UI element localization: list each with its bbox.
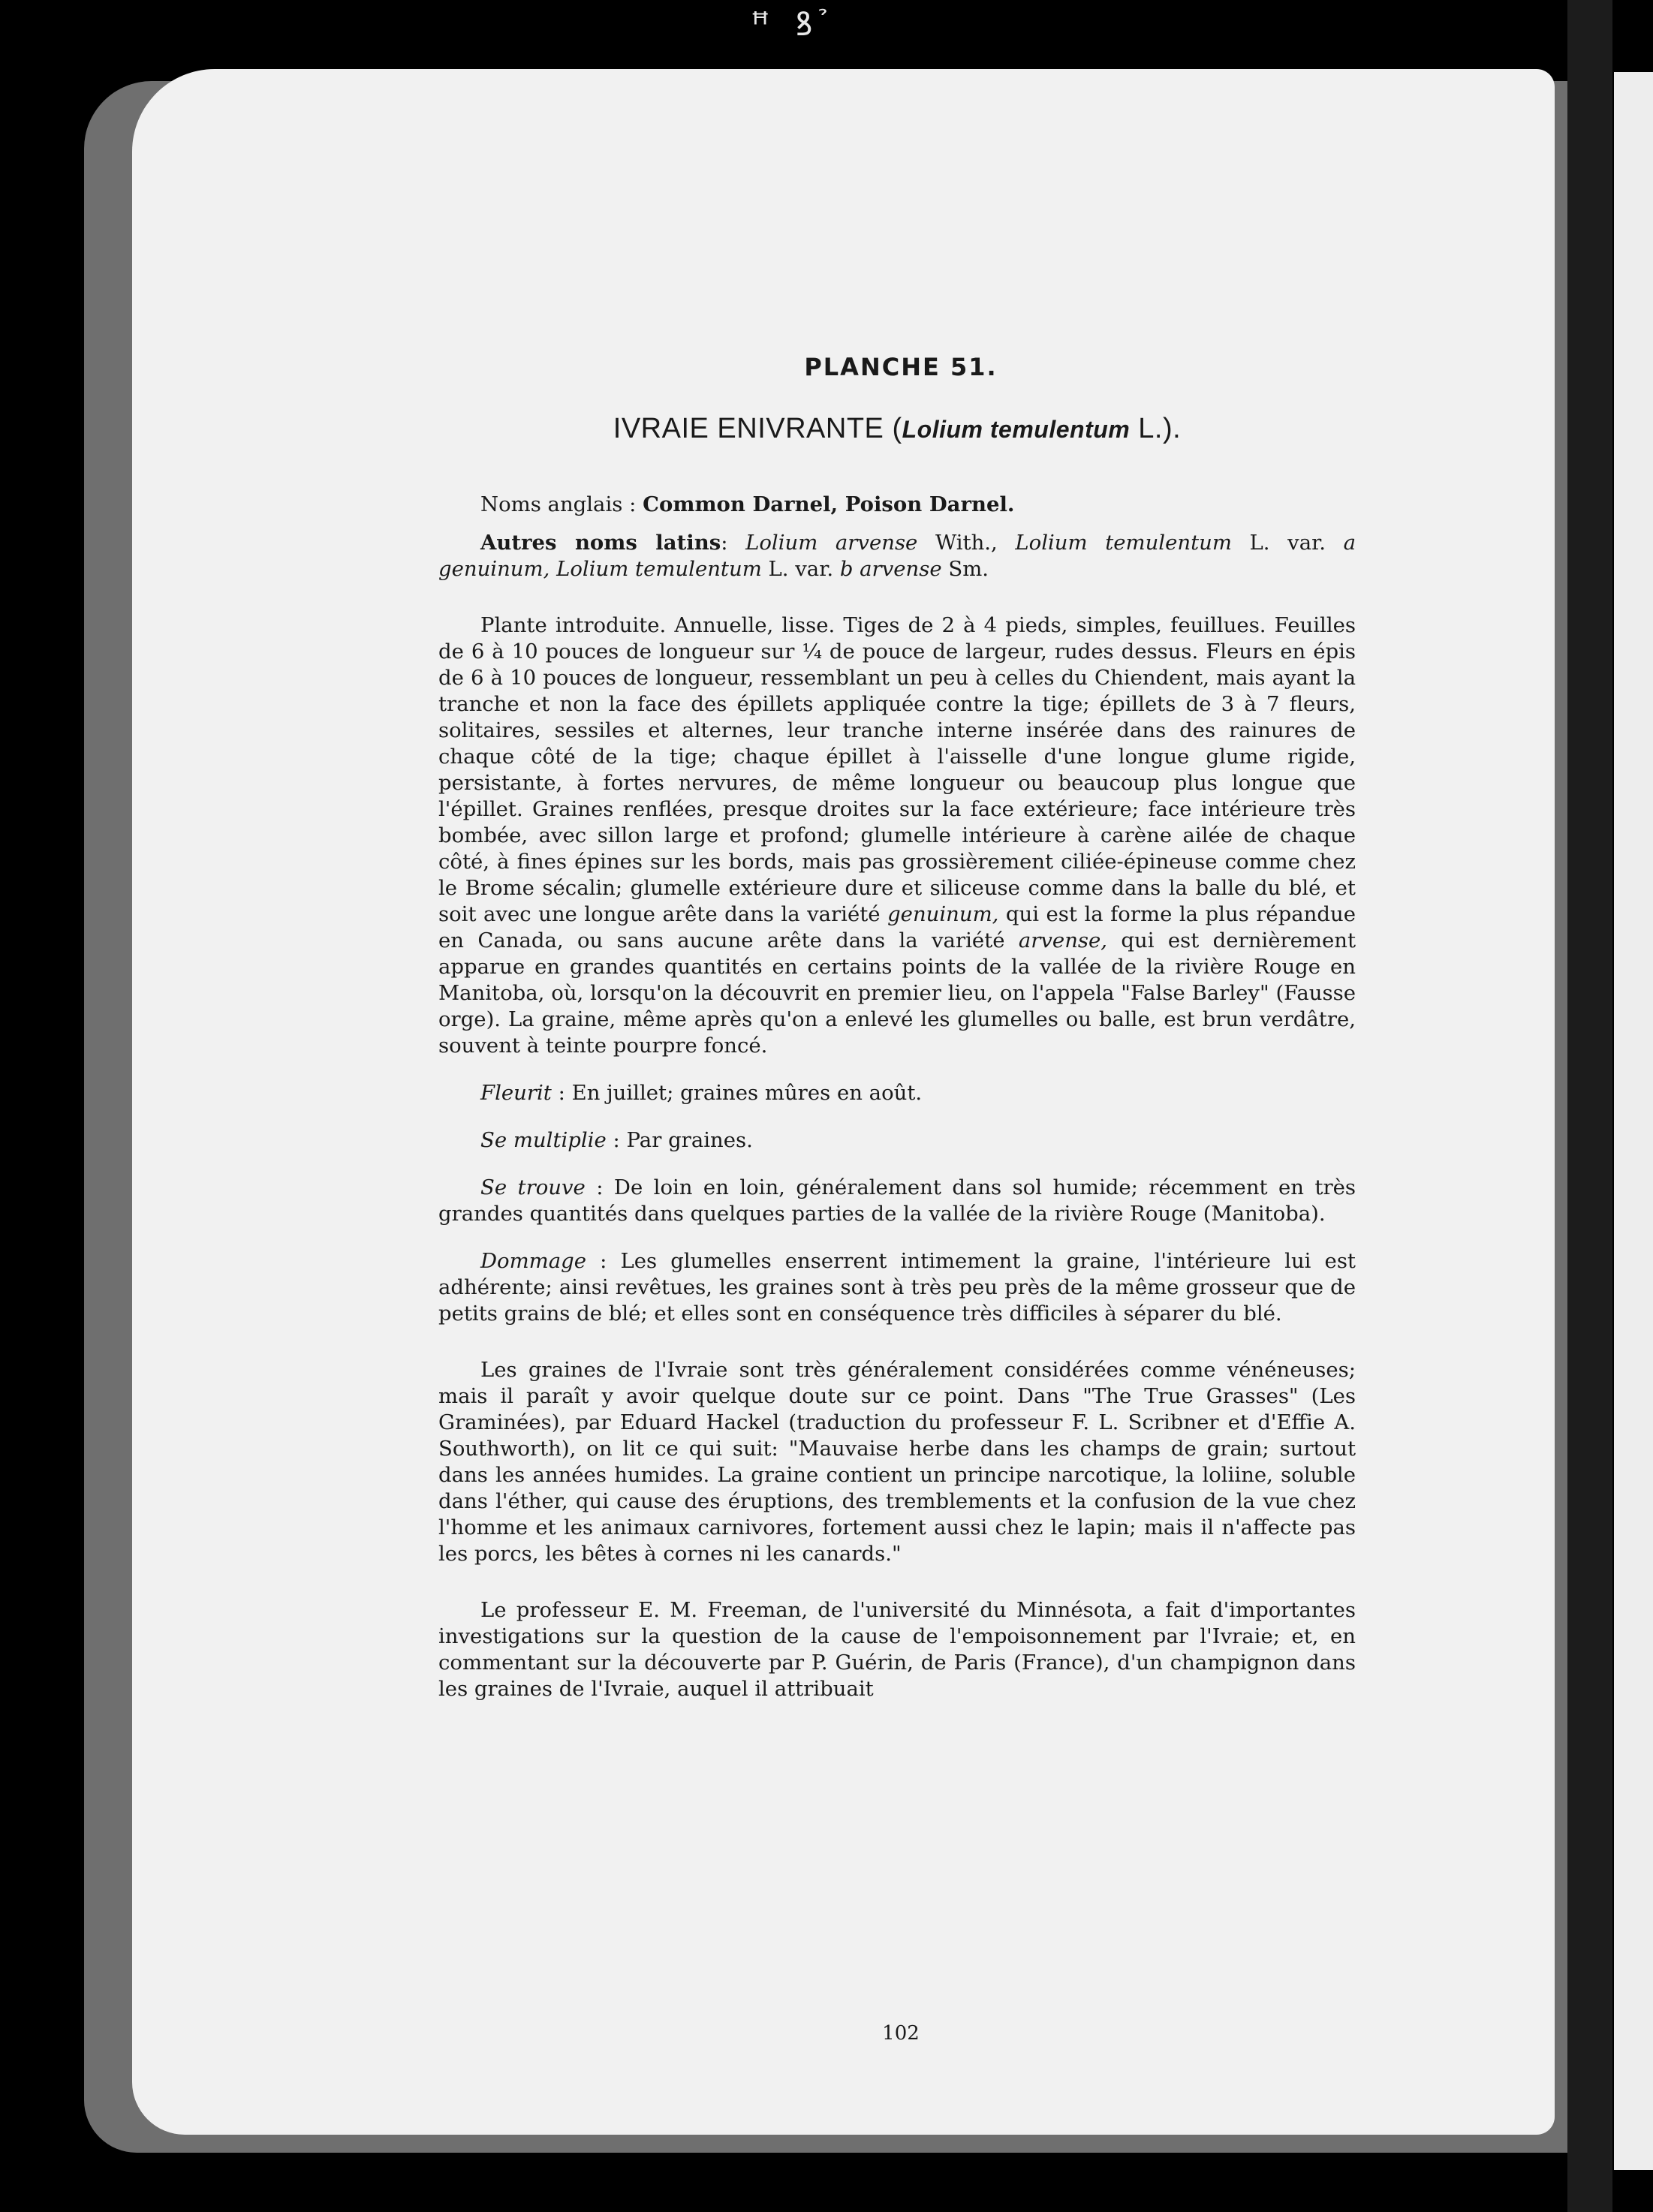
page-content (438, 353, 1356, 1702)
habitat-value: De loin en loin, généralement dans sol humide; récemment en très grandes quantités dans quelques parties de la vallée de la rivière Rouge (Manitoba). (438, 1175, 1356, 1226)
page-number: 102 (882, 2022, 920, 2045)
latin-author: L. (1138, 413, 1163, 444)
english-names-paragraph: Noms anglais : Common Darnel, Poison Darnel. (480, 492, 1015, 516)
common-name: IVRAIE ENIVRANTE (613, 413, 884, 444)
book-gutter (1567, 0, 1612, 2212)
english-names-label: Noms anglais (480, 492, 623, 516)
plate-number: PLANCHE 51. (804, 353, 998, 381)
toxicity-paragraph: Les graines de l'Ivraie sont très généralement considérées comme vénéneuses; mais il paraît y avoir quelque doute sur ce point. Dans "The True Grasses" (Les Graminées), par Eduard Hackel (traduction du professeur F. L. Scribner et d'Effie A. Southworth), on lit ce qui suit: "Mauvaise herbe dans les champs de grain; surtout dans les années humides. La graine contient un principe narcotique, la loliine, soluble dans l'éther, qui cause des éruptions, des tremblements et la confusion de la vue chez l'homme et les animaux carnivores, fortement aussi chez le lapin; mais il n'affecte pas les porcs, les bêtes à cornes ni les canards." (438, 1358, 1356, 1566)
flowering-paragraph: Fleurit : En juillet; graines mûres en août. (480, 1081, 923, 1105)
propagation-paragraph: Se multiplie : Par graines. (480, 1128, 753, 1152)
other-latin-names-paragraph: Autres noms latins: Lolium arvense With., Lolium temulentum L. var. a genuinum, Lolium temulentum L. var. b arvense Sm. (438, 531, 1356, 581)
habitat-label: Se trouve (480, 1175, 586, 1199)
description-paragraph: Plante introduite. Annuelle, lisse. Tiges de 2 à 4 pieds, simples, feuillues. Feuilles de 6 à 10 pouces de longueur sur ¼ de pouce de largeur, rudes dessus. Fleurs en épis de 6 à 10 pouces de longueur, ressemblant un peu à celles du Chiendent, mais ayant la tranche et non la face des épillets appliquée contre la tige; épillets de 3 à 7 fleurs, solitaires, sessiles et alternes, leur tranche interne insérée dans des rainures de chaque côté de la tige; chaque épillet à l'aisselle d'une longue glume rigide, persistante, à fortes nervures, de même longueur ou beaucoup plus longue que l'épillet. Graines renflées, presque droites sur la face extérieure; face intérieure très bombée, avec sillon large et profond; glumelle intérieure à carène ailée de chaque côté, à fines épines sur les bords, mais pas grossièrement ciliée-épineuse comme chez le Brome sécalin; glumelle extérieure dure et siliceuse comme dans la balle du blé, et soit avec une longue arête dans la variété genuinum, qui est la forme la plus répandue en Canada, ou sans aucune arête dans la variété arvense, qui est dernièrement apparue en grandes quantités en certains points de la vallée de la rivière Rouge en Manitoba, où, lorsqu'on la découvrit en premier lieu, on l'appela "False Barley" (Fausse orge). La graine, même après qu'on a enlevé les glumelles ou balle, est brun verdâtre, souvent à teinte pourpre foncé. (438, 613, 1356, 1058)
propagation-value: Par graines. (626, 1128, 753, 1152)
english-names-value: Common Darnel, Poison Darnel. (643, 492, 1015, 516)
damage-value: Les glumelles enserrent intimement la graine, l'intérieure lui est adhérente; ainsi revêtues, les graines sont à très peu près de la même grosseur que de petits grains de blé; et elles sont en conséquence très difficiles à séparer du blé. (438, 1249, 1356, 1326)
scan-marks: ꟸ ꝸ ̉ (751, 5, 839, 44)
propagation-label: Se multiplie (480, 1128, 607, 1152)
latin-name: Lolium temulentum (902, 416, 1131, 443)
other-latin-label: Autres noms latins (480, 531, 721, 555)
damage-label: Dommage (480, 1249, 587, 1273)
adjacent-page-edge (1614, 72, 1653, 2170)
title-paren-close: ). (1163, 413, 1182, 444)
habitat-paragraph: Se trouve : De loin en loin, généralement dans sol humide; récemment en très grandes quantités dans quelques parties de la vallée de la rivière Rouge (Manitoba). (438, 1175, 1356, 1226)
flowering-value: En juillet; graines mûres en août. (571, 1081, 923, 1105)
title-paren-open: ( (892, 413, 902, 444)
flowering-label: Fleurit (480, 1081, 552, 1105)
damage-paragraph: Dommage : Les glumelles enserrent intimement la graine, l'intérieure lui est adhérente; ainsi revêtues, les graines sont à très peu près de la même grosseur que de petits grains de blé; et elles sont en conséquence très difficiles à séparer du blé. (438, 1249, 1356, 1326)
research-paragraph: Le professeur E. M. Freeman, de l'université du Minnésota, a fait d'importantes investigations sur la question de la cause de l'empoisonnement par l'Ivraie; et, en commentant sur la découverte par P. Guérin, de Paris (France), d'un champignon dans les graines de l'Ivraie, auquel il attribuait (438, 1598, 1356, 1701)
species-title (438, 413, 1356, 445)
